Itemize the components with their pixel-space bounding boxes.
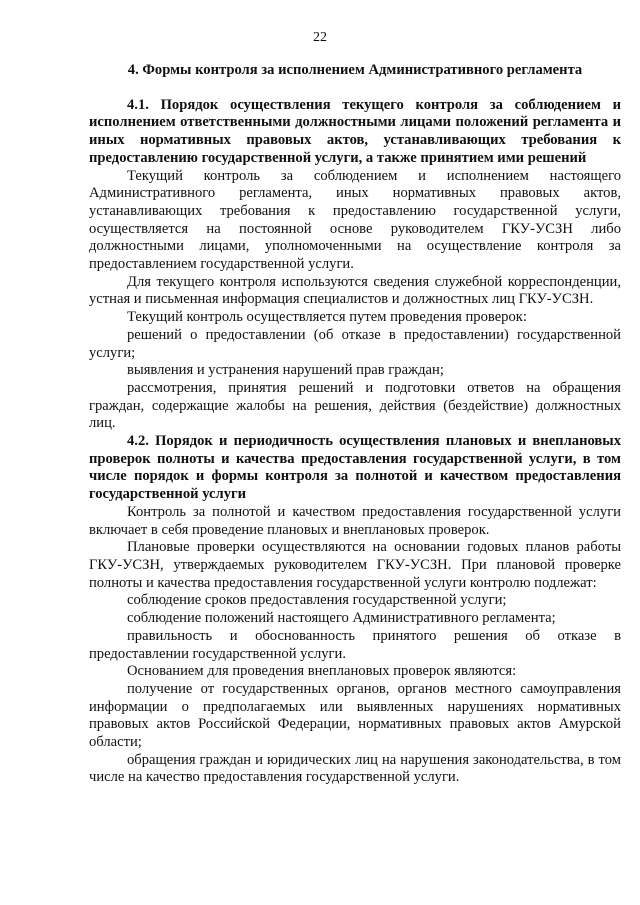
section-heading: 4. Формы контроля за исполнением Административного регламента [127, 62, 583, 78]
page-number: 22 [313, 30, 327, 45]
list-item: выявления и устранения нарушений прав граждан; [127, 362, 444, 379]
paragraph: Текущий контроль за соблюдением и исполнением настоящего Административного регламента, иных нормативных правовых актов, устанавливающих требования к предоставлению государственной услуги, осуществляется на постоянной основе руководителем ГКУ-УСЗН либо должностными лицами, уполномоченными на осуществление контроля за предоставлением государственной услуги. [89, 167, 621, 273]
list-item: соблюдение сроков предоставления государственной услуги; [127, 592, 507, 609]
paragraph: Текущий контроль осуществляется путем проведения проверок: [127, 309, 527, 326]
list-item: решений о предоставлении (об отказе в предоставлении) государственной услуги; [89, 326, 621, 361]
list-item: рассмотрения, принятия решений и подготовки ответов на обращения граждан, содержащие жалобы на решения, действия (бездействие) должностных лиц. [89, 379, 621, 432]
paragraph: Плановые проверки осуществляются на основании годовых планов работы ГКУ-УСЗН, утверждаемых руководителем ГКУ-УСЗН. При плановой проверке полноты и качества предоставления государственной услуги контролю подлежат: [89, 539, 621, 591]
document-body [89, 62, 621, 787]
list-item: соблюдение положений настоящего Административного регламента; [127, 610, 556, 627]
paragraph: Для текущего контроля используются сведения служебной корреспонденции, устная и письменная информация специалистов и должностных лиц ГКУ-УСЗН. [89, 273, 621, 308]
subsection-heading-4-1: 4.1. Порядок осуществления текущего контроля за соблюдением и исполнением ответственными должностными лицами положений регламента и иных нормативных правовых актов, устанавливающих требования к предоставлению государственной услуги, а также принятием ими решений [89, 96, 621, 166]
list-item: получение от государственных органов, органов местного самоуправления информации о предполагаемых или выявленных нарушениях нормативных правовых актов Российской Федерации, нормативных правовых актов Амурской области; [89, 680, 621, 751]
paragraph: Основанием для проведения внеплановых проверок являются: [127, 663, 517, 680]
paragraph: Контроль за полнотой и качеством предоставления государственной услуги включает в себя проведение плановых и внеплановых проверок. [89, 503, 621, 538]
list-item: правильность и обоснованность принятого решения об отказе в предоставлении государственной услуги. [89, 627, 621, 662]
list-item: обращения граждан и юридических лиц на нарушения законодательства, в том числе на качество предоставления государственной услуги. [89, 751, 621, 786]
subsection-heading-4-2: 4.2. Порядок и периодичность осуществления плановых и внеплановых проверок полноты и качества предоставления государственной услуги, в том числе порядок и формы контроля за полнотой и качеством предоставления государственной услуги [89, 433, 621, 503]
